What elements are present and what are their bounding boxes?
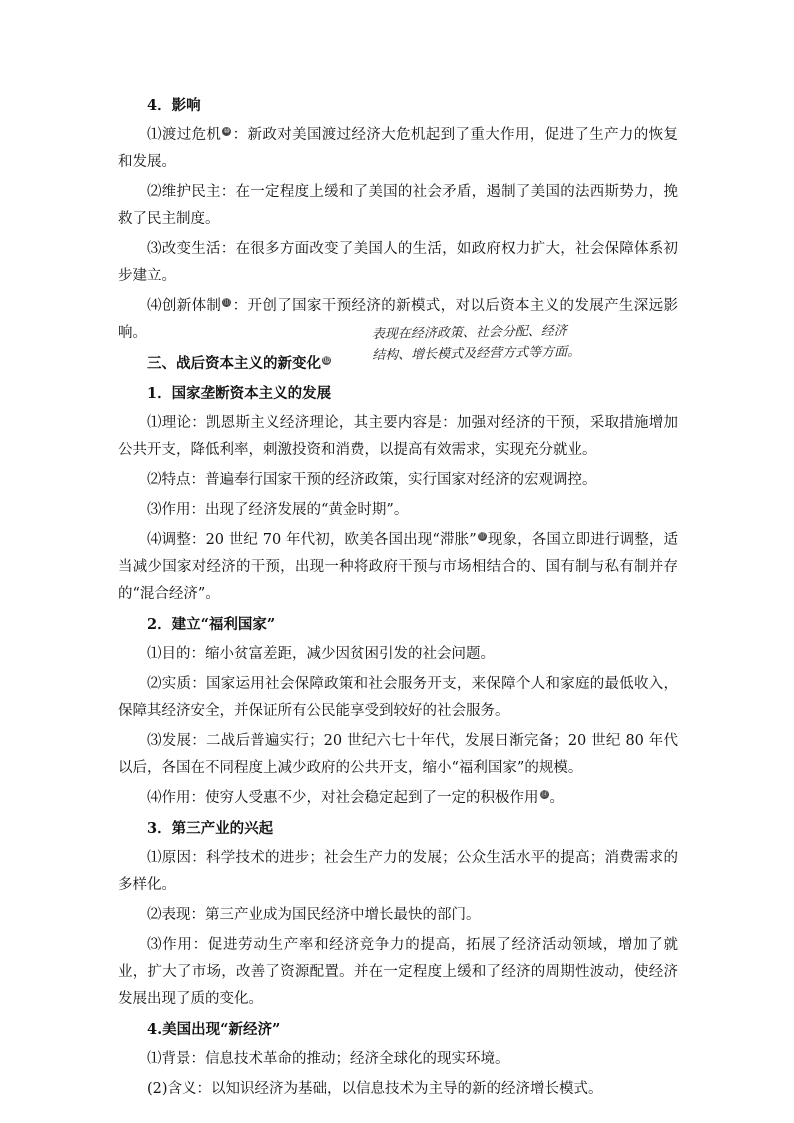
- section-heading: 三、战后资本主义的新变化 ⑫: [147, 355, 330, 372]
- paragraph: ⑷创新体制 ⑪ ：开创了国家干预经济的新模式，对以后资本主义的发展产生深远影响。: [118, 298, 679, 341]
- subsection-heading: 1．国家垄断资本主义的发展: [147, 385, 332, 402]
- footnote-mark: ⑪: [223, 298, 231, 307]
- paragraph: ⑷调整：20 世纪 70 年代初，欧美各国出现“滞胀” ⑬ 现象，各国立即进行调整，适当减少国家对经济的干预，出现一种将政府干预与市场相结合的、国有制与私有制并存的“混合经济”。: [118, 532, 679, 602]
- footnote-mark: ⑬: [478, 532, 486, 541]
- paragraph: ⑵特点：普遍奉行国家干预的经济政策，实行国家对经济的宏观调控。: [147, 472, 597, 488]
- paragraph: ⑴目的：缩小贫富差距，减少因贫困引发的社会问题。: [147, 646, 495, 662]
- paragraph: ⑴渡过危机 ⑩ ：新政对美国渡过经济大危机起到了重大作用，促进了生产力的恢复和发展。: [118, 127, 679, 170]
- annotation-line: 表现在经济政策、社会分配、经济: [371, 323, 567, 343]
- paragraph: ⑴原因：科学技术的进步；社会生产力的发展；公众生活水平的提高；消费需求的多样化。: [118, 850, 678, 893]
- paragraph: ⑵表现：第三产业成为国民经济中增长最快的部门。: [147, 907, 481, 923]
- paragraph: ⑷作用：使穷人受惠不少，对社会稳定起到了一定的积极作用 ⑭ 。: [147, 790, 564, 806]
- paragraph: ⑶作用：出现了经济发展的“黄金时期”。: [147, 502, 409, 518]
- handwritten-annotation: [372, 320, 623, 366]
- paragraph: ⑵实质：国家运用社会保障政策和社会服务开支，来保障个人和家庭的最低收入，保障其经济安全，并保证所有公民能享受到较好的社会服务。: [118, 676, 678, 719]
- section-heading: 4．影响: [147, 97, 201, 114]
- paragraph: ⑵维护民主：在一定程度上缓和了美国的社会矛盾，遏制了美国的法西斯势力，挽救了民主制度。: [118, 184, 678, 227]
- subsection-heading: 2．建立“福利国家”: [147, 616, 276, 633]
- paragraph: (2)含义：以知识经济为基础，以信息技术为主导的新的经济增长模式。: [147, 1081, 603, 1097]
- paragraph: ⑶改变生活：在很多方面改变了美国人的生活，如政府权力扩大，社会保障体系初步建立。: [118, 241, 678, 284]
- footnote-mark: ⑩: [223, 127, 230, 136]
- subsection-heading: 3．第三产业的兴起: [147, 820, 274, 837]
- annotation-line: 结构、增长模式及经营方式等方面。: [372, 344, 581, 364]
- footnote-mark: ⑫: [323, 356, 330, 365]
- footnote-mark: ⑭: [540, 790, 548, 799]
- document-body: [118, 92, 678, 1106]
- paragraph: ⑴理论：凯恩斯主义经济理论，其主要内容是：加强对经济的干预，采取措施增加公共开支，降低利率，刺激投资和消费，以提高有效需求，实现充分就业。: [118, 415, 678, 458]
- paragraph: ⑴背景：信息技术革命的推动；经济全球化的现实环境。: [147, 1051, 510, 1067]
- paragraph: ⑶作用：促进劳动生产率和经济竞争力的提高，拓展了经济活动领域，增加了就业，扩大了市场，改善了资源配置。并在一定程度上缓和了经济的周期性波动，使经济发展出现了质的变化。: [118, 937, 678, 1007]
- subsection-heading: 4.美国出现“新经济”: [147, 1021, 281, 1038]
- paragraph: ⑶发展：二战后普遍实行；20 世纪六七十年代，发展日渐完备；20 世纪 80 年代以后，各国在不同程度上减少政府的公共开支，缩小“福利国家”的规模。: [118, 733, 678, 776]
